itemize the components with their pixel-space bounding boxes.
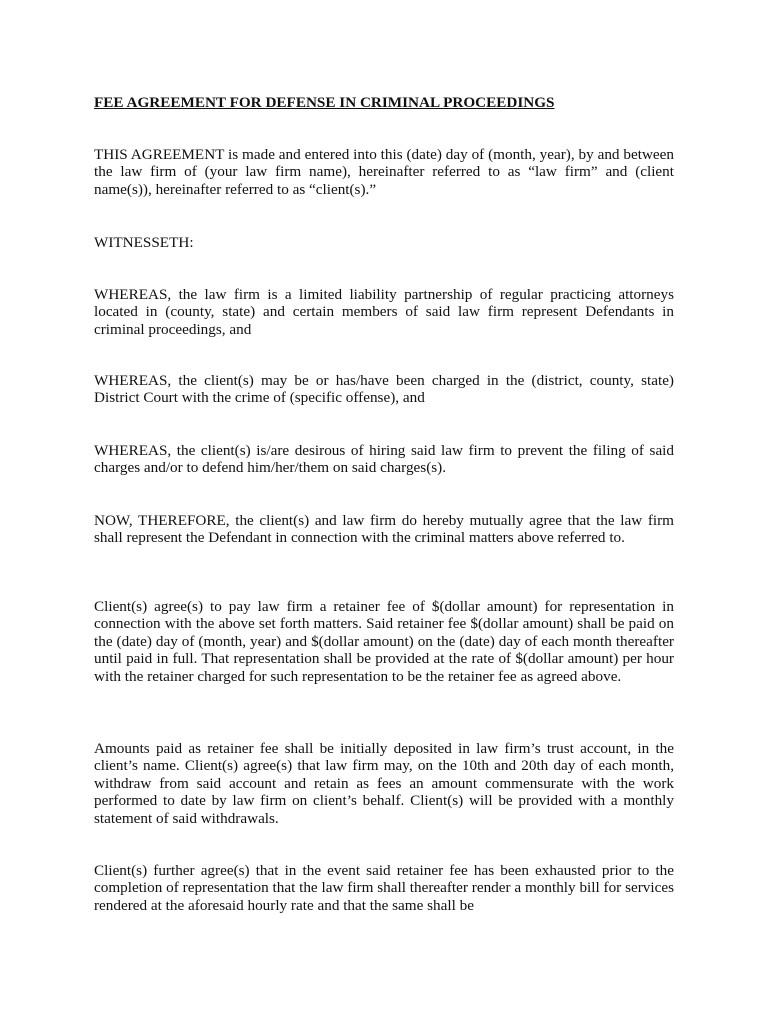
- agreement-intro-paragraph: THIS AGREEMENT is made and entered into this (date) day of (month, year), by and between the law firm of (your law firm name), hereinafter referred to as “law firm” and (client name(s)), hereinafter referred to as “client(s).”: [94, 146, 674, 198]
- whereas-hiring-paragraph: WHEREAS, the client(s) is/are desirous of hiring said law firm to prevent the filing of said charges and/or to defend him/her/them on said charges(s).: [94, 442, 674, 477]
- whereas-law-firm-paragraph: WHEREAS, the law firm is a limited liability partnership of regular practicing attorneys located in (county, state) and certain members of said law firm represent Defendants in criminal proceedings, and: [94, 286, 674, 338]
- whereas-charged-paragraph: WHEREAS, the client(s) may be or has/have been charged in the (district, county, state) District Court with the crime of (specific offense), and: [94, 372, 674, 407]
- document-title: FEE AGREEMENT FOR DEFENSE IN CRIMINAL PROCEEDINGS: [94, 94, 555, 111]
- witnesseth-heading: WITNESSETH:: [94, 234, 194, 251]
- retainer-fee-paragraph: Client(s) agree(s) to pay law firm a retainer fee of $(dollar amount) for representation in connection with the above set forth matters. Said retainer fee $(dollar amount) shall be paid on the (date) day of (month, year) and $(dollar amount) on the (date) day of each month thereafter until paid in full. That representation shall be provided at the rate of $(dollar amount) per hour with the retainer charged for such representation to be the retainer fee as agreed above.: [94, 598, 674, 685]
- further-agreement-paragraph: Client(s) further agree(s) that in the event said retainer fee has been exhausted prior to the completion of representation that the law firm shall thereafter render a monthly bill for services rendered at the aforesaid hourly rate and that the same shall be: [94, 862, 674, 914]
- trust-account-paragraph: Amounts paid as retainer fee shall be initially deposited in law firm’s trust account, in the client’s name. Client(s) agree(s) that law firm may, on the 10th and 20th day of each month, withdraw from said account and retain as fees an amount commensurate with the work performed to date by law firm on client’s behalf. Client(s) will be provided with a monthly statement of said withdrawals.: [94, 740, 674, 827]
- now-therefore-paragraph: NOW, THEREFORE, the client(s) and law firm do hereby mutually agree that the law firm shall represent the Defendant in connection with the criminal matters above referred to.: [94, 512, 674, 547]
